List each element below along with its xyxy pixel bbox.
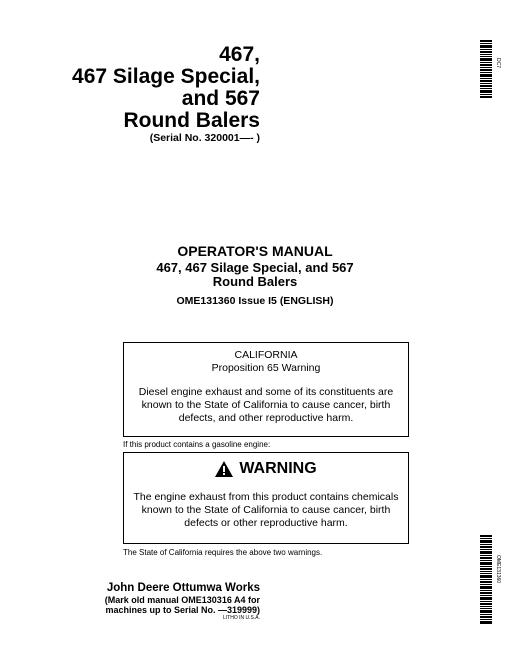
bottom-barcode [480, 535, 492, 625]
warning-heading: WARNING [239, 460, 317, 477]
works-name: John Deere Ottumwa Works [106, 582, 260, 594]
manual-subtitle [0, 261, 510, 289]
top-barcode [480, 40, 492, 98]
prop65-body-1: Diesel engine exhaust and some of its constituents are [138, 386, 394, 398]
prop65-subheading: Proposition 65 Warning [211, 362, 321, 374]
warning-body-3: defects or other reproductive harm. [184, 517, 348, 529]
manual-heading: OPERATOR'S MANUAL [177, 243, 333, 259]
prop65-body-2: known to the State of California to cause cancer, birth [141, 399, 391, 411]
title-line-3: and 567 [181, 87, 260, 110]
old-manual-note-1: (Mark old manual OME130316 A4 for [104, 595, 260, 605]
manual-subtitle-line-1: 467, 467 Silage Special, and 567 [156, 260, 354, 275]
footer-block [70, 582, 260, 622]
top-barcode-label: DC7 [495, 58, 501, 69]
bottom-barcode-label: OME131360 [495, 555, 501, 584]
litho-note: LITHO IN U.S.A. [223, 615, 260, 621]
title-line-4: Round Balers [123, 109, 260, 132]
title-line-1: 467, [219, 43, 260, 66]
prop65-heading: CALIFORNIA [234, 349, 298, 361]
warning-header [124, 459, 408, 479]
state-note: The State of California requires the above two warnings. [123, 548, 323, 557]
gasoline-note: If this product contains a gasoline engine: [123, 440, 271, 449]
manual-code: OME131360 Issue I5 (ENGLISH) [176, 295, 334, 307]
warning-triangle-icon [215, 461, 233, 477]
serial-number: (Serial No. 320001—- ) [149, 132, 260, 144]
manual-subtitle-line-2: Round Balers [212, 274, 298, 289]
manual-title [0, 44, 260, 144]
warning-box [123, 452, 409, 544]
prop65-body-3: defects, and other reproductive harm. [178, 412, 354, 424]
old-manual-note-2: machines up to Serial No. —319999) [105, 605, 260, 615]
warning-body-1: The engine exhaust from this product contains chemicals [133, 491, 399, 503]
warning-body-2: known to the State of California to cause cancer, birth [141, 504, 391, 516]
prop65-box [123, 342, 409, 437]
title-line-2: 467 Silage Special, [72, 65, 260, 88]
